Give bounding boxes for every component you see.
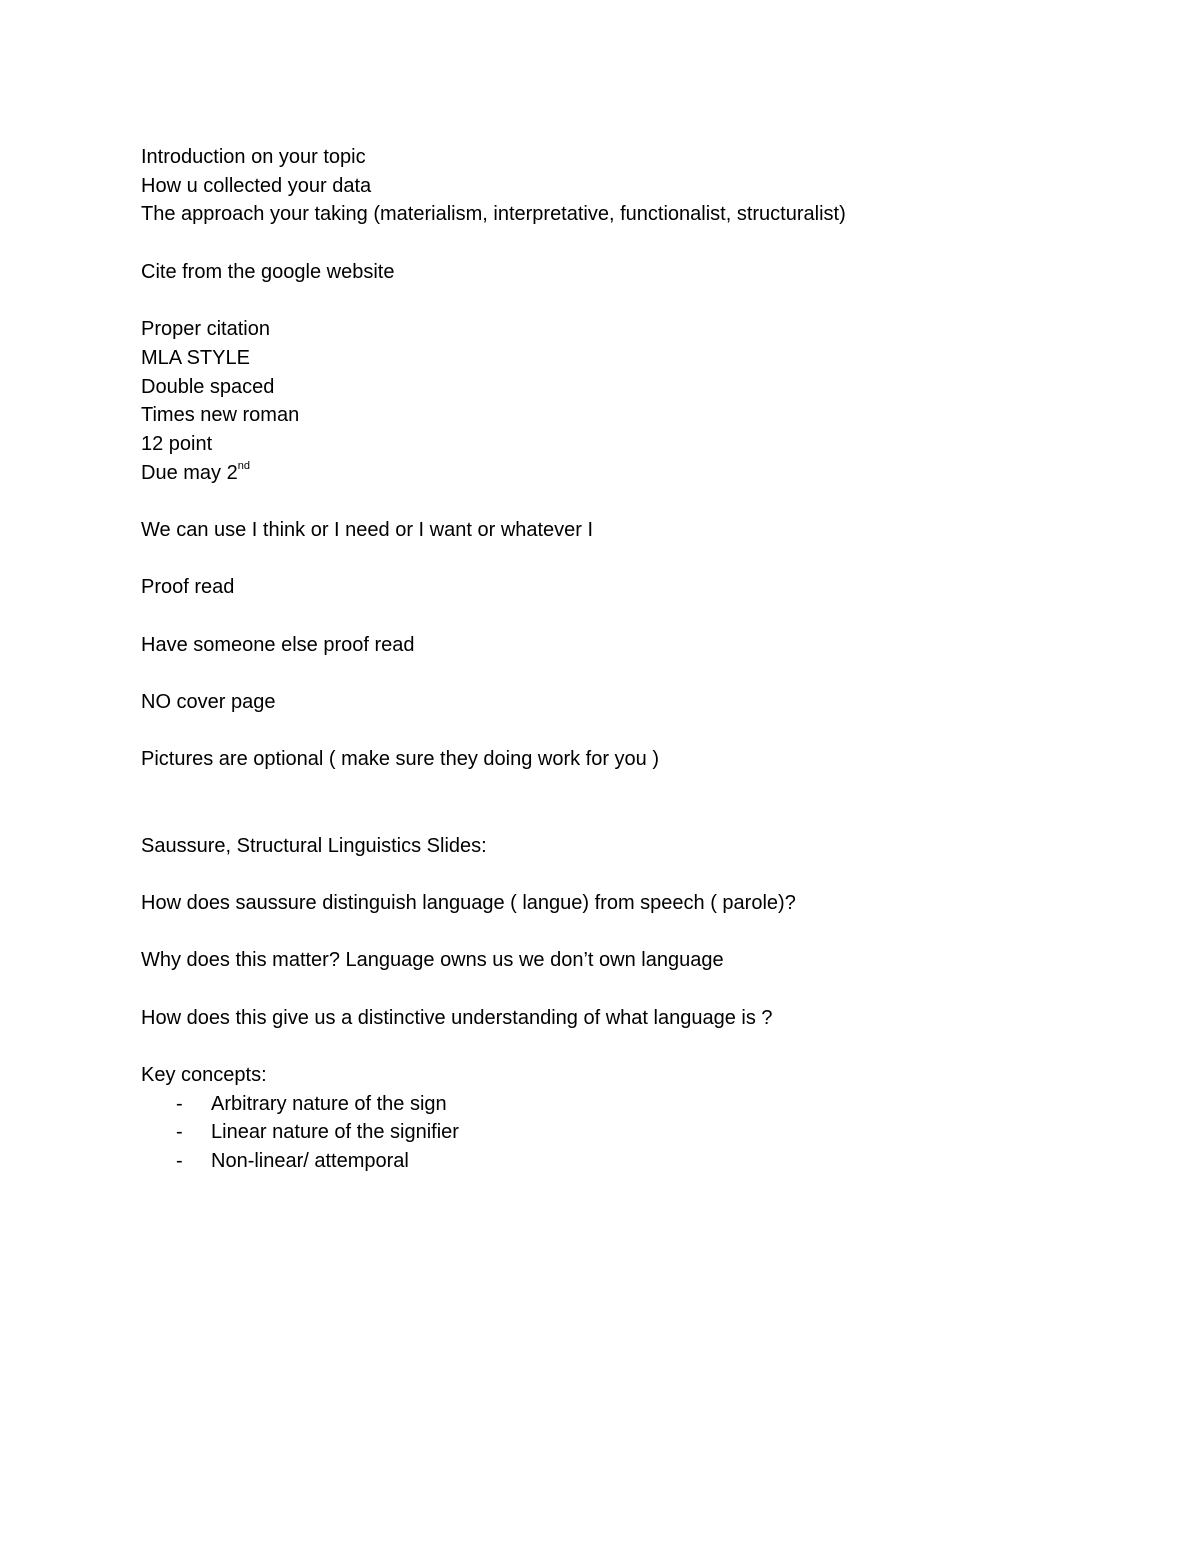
key-concepts-heading: Key concepts: [141,1064,267,1087]
list-item [141,1090,1101,1119]
list-item-text: Linear nature of the signifier [211,1121,459,1144]
pronoun-note-line: We can use I think or I need or I want or whatever I [141,518,594,541]
list-item-text: Non-linear/ attemporal [211,1150,409,1173]
format-line-font: Times new roman [141,404,300,427]
due-date-line [141,459,1101,488]
document-body [141,143,1101,1176]
question-langue-parole: How does saussure distinguish language ( langue) from speech ( parole)? [141,891,796,914]
bullet-dash: - [176,1092,183,1115]
bullet-dash: - [176,1121,183,1144]
question-understanding: How does this give us a distinctive understanding of what language is ? [141,1006,773,1029]
question-why-matter: Why does this matter? Language owns us we don’t own language [141,949,724,972]
spacer [141,860,1101,889]
format-line-citation: Proper citation [141,318,270,341]
bullet-dash: - [176,1150,183,1173]
spacer [141,1032,1101,1061]
proof-read-line: Proof read [141,576,235,599]
no-cover-line: NO cover page [141,691,276,714]
format-line-spacing: Double spaced [141,375,275,398]
spacer [141,487,1101,516]
list-item-text: Arbitrary nature of the sign [211,1092,447,1115]
spacer [141,918,1101,947]
spacer [141,774,1101,831]
spacer [141,659,1101,688]
saussure-heading: Saussure, Structural Linguistics Slides: [141,834,487,857]
pictures-line: Pictures are optional ( make sure they doing work for you ) [141,748,660,771]
list-item [141,1147,1101,1176]
format-line-mla: MLA STYLE [141,346,250,369]
spacer [141,229,1101,258]
intro-line: Introduction on your topic [141,146,366,168]
key-concepts-list [141,1090,1101,1176]
spacer [141,602,1101,631]
spacer [141,545,1101,574]
due-date-suffix: nd [237,459,250,472]
spacer [141,717,1101,746]
list-item [141,1118,1101,1147]
spacer [141,286,1101,315]
data-collection-line: How u collected your data [141,174,372,197]
approach-line: The approach your taking (materialism, interpretative, functionalist, structuralist) [141,203,846,226]
cite-line: Cite from the google website [141,260,395,283]
format-line-size: 12 point [141,432,213,455]
spacer [141,975,1101,1004]
due-date-text: Due may 2 [141,461,238,484]
someone-else-line: Have someone else proof read [141,633,415,656]
